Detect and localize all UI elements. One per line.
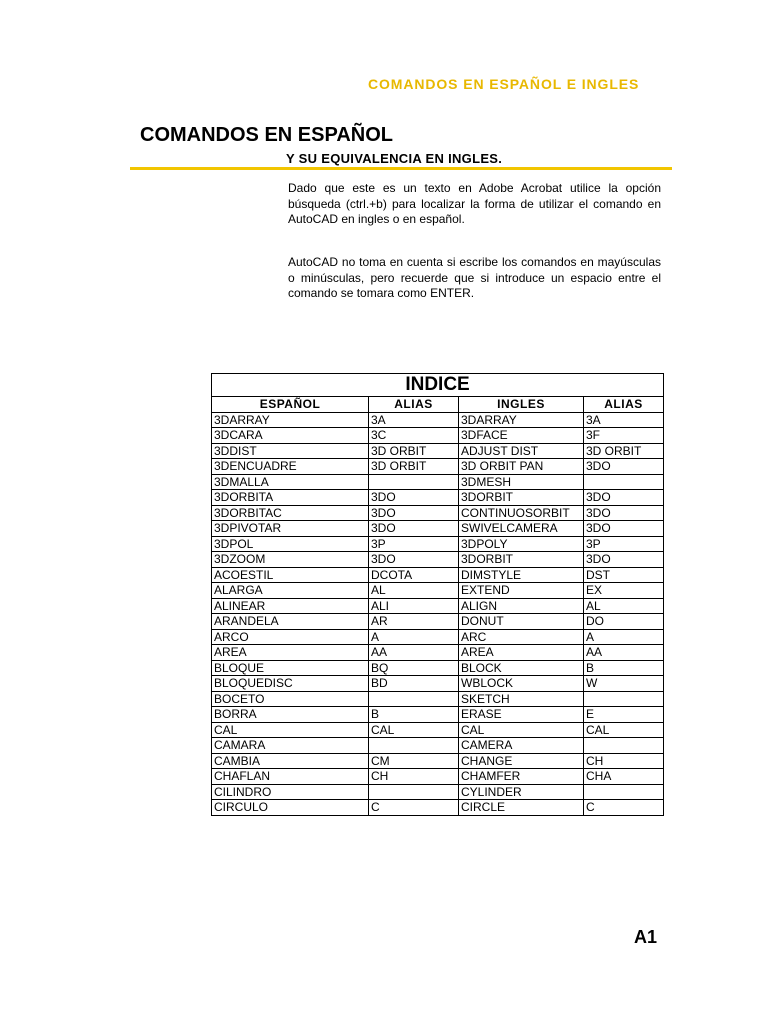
cell-alias-en: 3D ORBIT [584, 443, 664, 459]
cell-espanol: CHAFLAN [212, 769, 369, 785]
cell-alias-en: C [584, 800, 664, 816]
cell-ingles: CIRCLE [459, 800, 584, 816]
table-row [212, 552, 664, 568]
table-row [212, 629, 664, 645]
table-row [212, 536, 664, 552]
cell-alias-es: AA [369, 645, 459, 661]
page-subtitle: Y SU EQUIVALENCIA EN INGLES. [286, 151, 503, 166]
cell-espanol: ARANDELA [212, 614, 369, 630]
cell-alias-en: CHA [584, 769, 664, 785]
cell-alias-en: 3P [584, 536, 664, 552]
cell-ingles: AREA [459, 645, 584, 661]
cell-ingles: WBLOCK [459, 676, 584, 692]
column-header-ingles: INGLES [459, 397, 584, 413]
table-row [212, 769, 664, 785]
column-header-alias-en: ALIAS [584, 397, 664, 413]
cell-alias-es: CH [369, 769, 459, 785]
index-table [211, 373, 664, 816]
cell-alias-en: 3DO [584, 505, 664, 521]
cell-alias-en: A [584, 629, 664, 645]
cell-alias-es: CM [369, 753, 459, 769]
cell-ingles: ERASE [459, 707, 584, 723]
cell-ingles: SKETCH [459, 691, 584, 707]
cell-espanol: CAMARA [212, 738, 369, 754]
page-title: COMANDOS EN ESPAÑOL [140, 124, 393, 146]
cell-alias-en: 3DO [584, 490, 664, 506]
cell-alias-es: 3DO [369, 505, 459, 521]
page-number: A1 [634, 927, 658, 947]
table-row [212, 474, 664, 490]
cell-alias-en: 3DO [584, 552, 664, 568]
cell-espanol: 3DPOL [212, 536, 369, 552]
table-row [212, 800, 664, 816]
table-row [212, 567, 664, 583]
cell-alias-en: CH [584, 753, 664, 769]
cell-alias-en: EX [584, 583, 664, 599]
cell-espanol: CIRCULO [212, 800, 369, 816]
table-row [212, 443, 664, 459]
table-row [212, 459, 664, 475]
table-row [212, 583, 664, 599]
cell-ingles: 3DFACE [459, 428, 584, 444]
cell-alias-en: E [584, 707, 664, 723]
cell-alias-en: AA [584, 645, 664, 661]
cell-espanol: ACOESTIL [212, 567, 369, 583]
cell-alias-es: 3C [369, 428, 459, 444]
table-row [212, 614, 664, 630]
cell-ingles: ALIGN [459, 598, 584, 614]
cell-alias-en [584, 784, 664, 800]
cell-alias-es: 3P [369, 536, 459, 552]
table-row [212, 645, 664, 661]
cell-alias-es: 3DO [369, 521, 459, 537]
cell-ingles: CONTINUOSORBIT [459, 505, 584, 521]
cell-espanol: AREA [212, 645, 369, 661]
cell-alias-es: C [369, 800, 459, 816]
index-caption-row [212, 374, 664, 397]
cell-ingles: 3DORBIT [459, 552, 584, 568]
cell-alias-es: 3DO [369, 552, 459, 568]
cell-ingles: SWIVELCAMERA [459, 521, 584, 537]
cell-alias-es: 3DO [369, 490, 459, 506]
cell-alias-en: DST [584, 567, 664, 583]
cell-ingles: CHANGE [459, 753, 584, 769]
cell-ingles: CYLINDER [459, 784, 584, 800]
cell-alias-es: 3D ORBIT [369, 443, 459, 459]
cell-espanol: CILINDRO [212, 784, 369, 800]
cell-ingles: DIMSTYLE [459, 567, 584, 583]
cell-espanol: BOCETO [212, 691, 369, 707]
cell-alias-es: ALI [369, 598, 459, 614]
cell-alias-en: 3DO [584, 459, 664, 475]
cell-espanol: CAMBIA [212, 753, 369, 769]
cell-espanol: CAL [212, 722, 369, 738]
cell-ingles: CAMERA [459, 738, 584, 754]
cell-alias-es [369, 738, 459, 754]
cell-alias-en: 3F [584, 428, 664, 444]
table-row [212, 521, 664, 537]
cell-espanol: 3DDIST [212, 443, 369, 459]
cell-alias-es: AL [369, 583, 459, 599]
cell-espanol: 3DPIVOTAR [212, 521, 369, 537]
table-row [212, 722, 664, 738]
cell-espanol: 3DMALLA [212, 474, 369, 490]
cell-alias-en: W [584, 676, 664, 692]
cell-alias-es: B [369, 707, 459, 723]
cell-alias-es: 3A [369, 412, 459, 428]
cell-alias-en [584, 738, 664, 754]
table-row [212, 707, 664, 723]
table-row [212, 676, 664, 692]
table-row [212, 490, 664, 506]
cell-espanol: ALINEAR [212, 598, 369, 614]
cell-alias-es [369, 784, 459, 800]
cell-alias-en [584, 691, 664, 707]
cell-espanol: 3DENCUADRE [212, 459, 369, 475]
cell-ingles: 3DPOLY [459, 536, 584, 552]
cell-ingles: 3DMESH [459, 474, 584, 490]
cell-alias-en: DO [584, 614, 664, 630]
table-row [212, 412, 664, 428]
cell-ingles: BLOCK [459, 660, 584, 676]
column-header-espanol: ESPAÑOL [212, 397, 369, 413]
cell-alias-en [584, 474, 664, 490]
cell-ingles: CHAMFER [459, 769, 584, 785]
cell-ingles: 3DORBIT [459, 490, 584, 506]
cell-alias-es [369, 474, 459, 490]
cell-alias-en: AL [584, 598, 664, 614]
table-row [212, 738, 664, 754]
cell-ingles: DONUT [459, 614, 584, 630]
table-row [212, 753, 664, 769]
cell-espanol: 3DARRAY [212, 412, 369, 428]
cell-espanol: 3DORBITAC [212, 505, 369, 521]
cell-alias-es: BD [369, 676, 459, 692]
table-row [212, 505, 664, 521]
cell-espanol: ARCO [212, 629, 369, 645]
cell-espanol: BORRA [212, 707, 369, 723]
cell-alias-es: AR [369, 614, 459, 630]
table-row [212, 598, 664, 614]
cell-ingles: ARC [459, 629, 584, 645]
table-row [212, 691, 664, 707]
intro-paragraph-2: AutoCAD no toma en cuenta si escribe los comandos en mayúsculas o minúsculas, pero recuerde que si introduce un espacio entre el comando se tomara como ENTER. [288, 255, 661, 300]
cell-alias-es: A [369, 629, 459, 645]
cell-espanol: 3DORBITA [212, 490, 369, 506]
column-header-alias-es: ALIAS [369, 397, 459, 413]
cell-ingles: CAL [459, 722, 584, 738]
intro-paragraph-1: Dado que este es un texto en Adobe Acrobat utilice la opción búsqueda (ctrl.+b) para localizar la forma de utilizar el comando en AutoCAD en ingles o en español. [288, 181, 661, 226]
title-divider [130, 167, 672, 170]
table-row [212, 660, 664, 676]
cell-alias-en: 3A [584, 412, 664, 428]
index-caption: INDICE [212, 374, 664, 397]
running-header: COMANDOS EN ESPAÑOL E INGLES [368, 76, 640, 92]
cell-alias-es [369, 691, 459, 707]
table-row [212, 784, 664, 800]
cell-espanol: BLOQUEDISC [212, 676, 369, 692]
cell-espanol: 3DZOOM [212, 552, 369, 568]
cell-espanol: ALARGA [212, 583, 369, 599]
cell-alias-es: DCOTA [369, 567, 459, 583]
index-header-row [212, 397, 664, 413]
cell-espanol: BLOQUE [212, 660, 369, 676]
cell-ingles: 3DARRAY [459, 412, 584, 428]
cell-alias-es: 3D ORBIT [369, 459, 459, 475]
cell-ingles: 3D ORBIT PAN [459, 459, 584, 475]
cell-alias-es: BQ [369, 660, 459, 676]
cell-ingles: ADJUST DIST [459, 443, 584, 459]
cell-alias-en: CAL [584, 722, 664, 738]
cell-alias-es: CAL [369, 722, 459, 738]
cell-alias-en: 3DO [584, 521, 664, 537]
cell-espanol: 3DCARA [212, 428, 369, 444]
index-table-body [212, 412, 664, 815]
cell-alias-en: B [584, 660, 664, 676]
table-row [212, 428, 664, 444]
cell-ingles: EXTEND [459, 583, 584, 599]
